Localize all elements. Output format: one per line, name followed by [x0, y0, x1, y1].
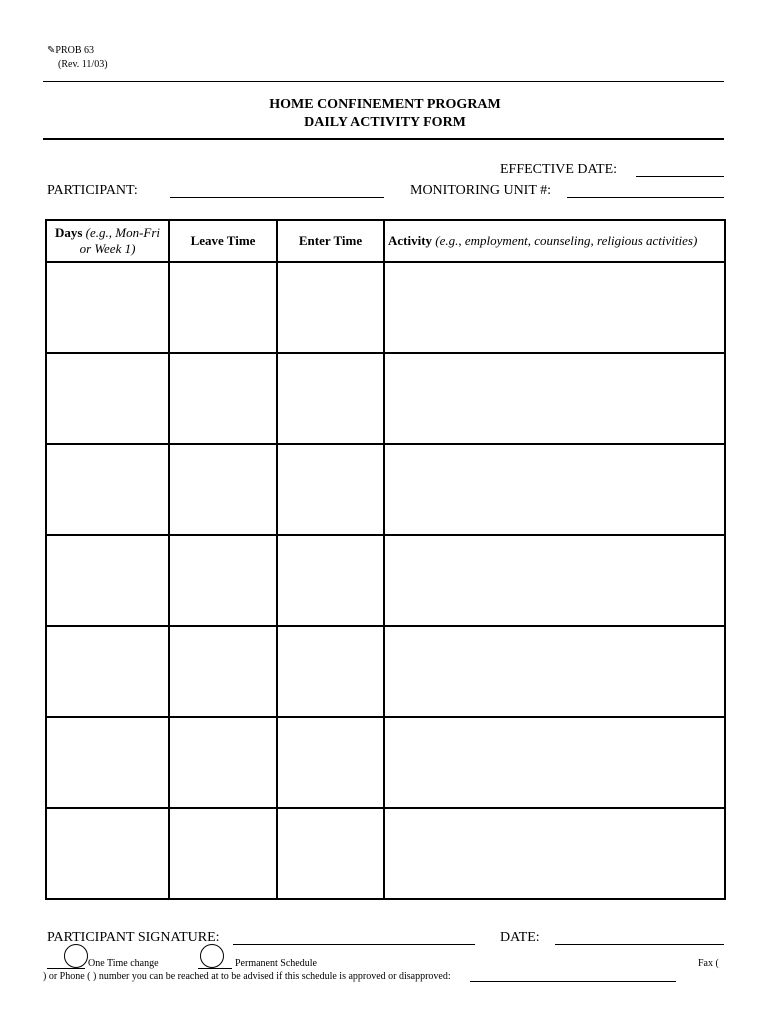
- enter-time-cell[interactable]: [277, 717, 384, 808]
- activity-cell[interactable]: [384, 353, 725, 444]
- effective-date-field[interactable]: [636, 176, 724, 177]
- table-row: [46, 626, 725, 717]
- monitoring-unit-field[interactable]: [567, 197, 724, 198]
- days-cell[interactable]: [46, 444, 169, 535]
- form-title: HOME CONFINEMENT PROGRAM: [269, 97, 501, 112]
- activity-cell[interactable]: [384, 262, 725, 353]
- table-row: [46, 262, 725, 353]
- column-enter-time: Enter Time: [277, 220, 384, 262]
- permanent-schedule-line: [198, 968, 232, 969]
- table-row: [46, 353, 725, 444]
- activity-cell[interactable]: [384, 626, 725, 717]
- pencil-icon: ✎: [47, 45, 56, 56]
- leave-time-cell[interactable]: [169, 535, 277, 626]
- enter-time-cell[interactable]: [277, 444, 384, 535]
- days-cell[interactable]: [46, 535, 169, 626]
- days-cell[interactable]: [46, 626, 169, 717]
- leave-time-cell[interactable]: [169, 262, 277, 353]
- table-row: [46, 535, 725, 626]
- leave-time-cell[interactable]: [169, 626, 277, 717]
- enter-time-cell[interactable]: [277, 353, 384, 444]
- signature-field[interactable]: [233, 944, 475, 945]
- table-row: [46, 808, 725, 899]
- days-cell[interactable]: [46, 717, 169, 808]
- days-cell[interactable]: [46, 353, 169, 444]
- leave-time-cell[interactable]: [169, 353, 277, 444]
- enter-time-cell[interactable]: [277, 808, 384, 899]
- one-time-change-label: One Time change: [88, 958, 159, 969]
- fax-label: Fax (: [698, 958, 719, 969]
- column-days: Days (e.g., Mon-Fri or Week 1): [46, 220, 169, 262]
- one-time-change-line: [47, 968, 85, 969]
- enter-time-cell[interactable]: [277, 262, 384, 353]
- signature-label: PARTICIPANT SIGNATURE:: [47, 930, 220, 945]
- leave-time-cell[interactable]: [169, 717, 277, 808]
- phone-instructions: ) or Phone ( ) number you can be reached at to be advised if this schedule is approved or disapproved:: [43, 971, 451, 982]
- form-code: ✎PROB 63: [47, 45, 95, 56]
- participant-label: PARTICIPANT:: [47, 183, 138, 198]
- leave-time-cell[interactable]: [169, 808, 277, 899]
- days-cell[interactable]: [46, 808, 169, 899]
- activity-cell[interactable]: [384, 717, 725, 808]
- effective-date-label: EFFECTIVE DATE:: [500, 162, 618, 177]
- activity-cell[interactable]: [384, 444, 725, 535]
- date-label: DATE:: [500, 930, 540, 945]
- days-cell[interactable]: [46, 262, 169, 353]
- monitoring-unit-label: MONITORING UNIT #:: [410, 183, 552, 198]
- permanent-schedule-label: Permanent Schedule: [235, 958, 317, 969]
- form-subtitle: DAILY ACTIVITY FORM: [304, 115, 466, 130]
- date-field[interactable]: [555, 944, 724, 945]
- activity-table: [45, 219, 726, 900]
- form-revision: (Rev. 11/03): [58, 59, 108, 70]
- column-activity: Activity (e.g., employment, counseling, religious activities): [384, 220, 725, 262]
- table-header-row: [46, 220, 725, 262]
- leave-time-cell[interactable]: [169, 444, 277, 535]
- column-leave-time: Leave Time: [169, 220, 277, 262]
- enter-time-cell[interactable]: [277, 535, 384, 626]
- permanent-schedule-checkbox[interactable]: [200, 944, 224, 968]
- enter-time-cell[interactable]: [277, 626, 384, 717]
- activity-cell[interactable]: [384, 535, 725, 626]
- table-row: [46, 444, 725, 535]
- top-divider: [43, 81, 724, 82]
- phone-field[interactable]: [470, 981, 676, 982]
- title-divider: [43, 138, 724, 140]
- activity-cell[interactable]: [384, 808, 725, 899]
- table-row: [46, 717, 725, 808]
- one-time-change-checkbox[interactable]: [64, 944, 88, 968]
- participant-field[interactable]: [170, 197, 384, 198]
